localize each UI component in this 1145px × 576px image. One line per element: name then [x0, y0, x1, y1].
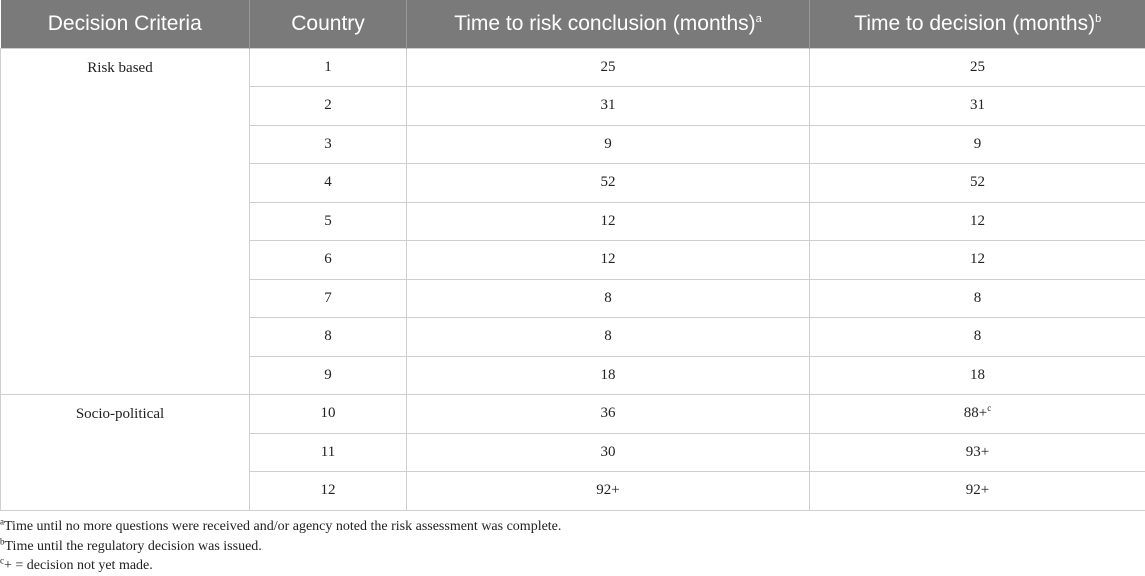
decision-time-cell [810, 87, 1145, 126]
risk-conclusion-cell: 8 [407, 279, 810, 318]
footnote-text: + = decision not yet made. [4, 558, 153, 573]
footnote-text: Time until the regulatory decision was issued. [4, 538, 262, 554]
risk-conclusion-cell: 12 [407, 241, 810, 280]
country-cell: 11 [250, 433, 407, 472]
header-time-to-decision [810, 0, 1145, 48]
country-cell: 4 [250, 164, 407, 203]
country-cell: 12 [250, 472, 407, 511]
decision-time-cell [810, 395, 1145, 434]
header-time-to-risk-conclusion [407, 0, 810, 48]
risk-conclusion-cell: 8 [407, 318, 810, 357]
decision-value: 9 [973, 135, 982, 152]
decision-time-cell [810, 164, 1145, 203]
country-cell: 1 [250, 48, 407, 87]
decision-value: 12 [970, 212, 985, 229]
decision-time-cell [810, 202, 1145, 241]
footnotes [0, 517, 1145, 576]
table-header [1, 0, 1145, 48]
decision-value: 92+ [965, 482, 990, 499]
footnote-marker: a [755, 12, 762, 25]
footnote-marker: c [987, 403, 992, 414]
header-row [1, 0, 1145, 48]
table-row [1, 395, 1145, 434]
decision-time-cell [810, 241, 1145, 280]
footnote-marker: c [0, 555, 4, 566]
country-cell: 9 [250, 356, 407, 395]
footnote-marker: b [1095, 12, 1102, 25]
risk-conclusion-cell: 31 [407, 87, 810, 126]
country-cell: 10 [250, 395, 407, 434]
country-cell: 6 [250, 241, 407, 280]
footnote-marker: a [0, 516, 4, 527]
decision-value: 88+ [963, 405, 988, 422]
risk-conclusion-cell: 36 [407, 395, 810, 434]
risk-conclusion-cell: 18 [407, 356, 810, 395]
table-body [1, 48, 1145, 510]
footnote-marker: b [0, 535, 5, 546]
footnote-c [0, 556, 1145, 576]
decision-criteria-cell: Socio-political [1, 395, 250, 511]
country-cell: 5 [250, 202, 407, 241]
header-text: Time to decision (months) [854, 11, 1096, 35]
risk-conclusion-cell: 52 [407, 164, 810, 203]
decision-value: 18 [970, 366, 985, 383]
country-cell: 3 [250, 125, 407, 164]
decision-value: 52 [970, 174, 985, 191]
decision-time-cell [810, 48, 1145, 87]
decision-time-cell [810, 472, 1145, 511]
risk-conclusion-cell: 30 [407, 433, 810, 472]
country-cell: 2 [250, 87, 407, 126]
country-cell: 7 [250, 279, 407, 318]
decision-value: 31 [970, 97, 985, 114]
header-decision-criteria [1, 0, 250, 48]
decision-time-cell [810, 318, 1145, 357]
decision-time-cell [810, 356, 1145, 395]
decision-value: 25 [970, 58, 985, 75]
footnote-b [0, 537, 1145, 557]
footnote-a [0, 517, 1145, 537]
risk-conclusion-cell: 12 [407, 202, 810, 241]
decision-value: 8 [973, 289, 982, 306]
header-text: Time to risk conclusion (months) [454, 11, 756, 35]
decision-value: 93+ [965, 443, 990, 460]
header-country [250, 0, 407, 48]
footnote-text: Time until no more questions were received and/or agency noted the risk assessment was complete. [4, 519, 562, 534]
risk-conclusion-cell: 25 [407, 48, 810, 87]
decision-value: 12 [970, 251, 985, 268]
decision-value: 8 [973, 328, 982, 345]
country-cell: 8 [250, 318, 407, 357]
header-text: Country [291, 11, 365, 35]
decision-time-cell [810, 279, 1145, 318]
risk-conclusion-cell: 9 [407, 125, 810, 164]
risk-conclusion-cell: 92+ [407, 472, 810, 511]
decision-time-cell [810, 433, 1145, 472]
header-text: Decision Criteria [47, 11, 202, 35]
table-row [1, 48, 1145, 87]
decision-criteria-cell: Risk based [1, 48, 250, 395]
decision-time-cell [810, 125, 1145, 164]
